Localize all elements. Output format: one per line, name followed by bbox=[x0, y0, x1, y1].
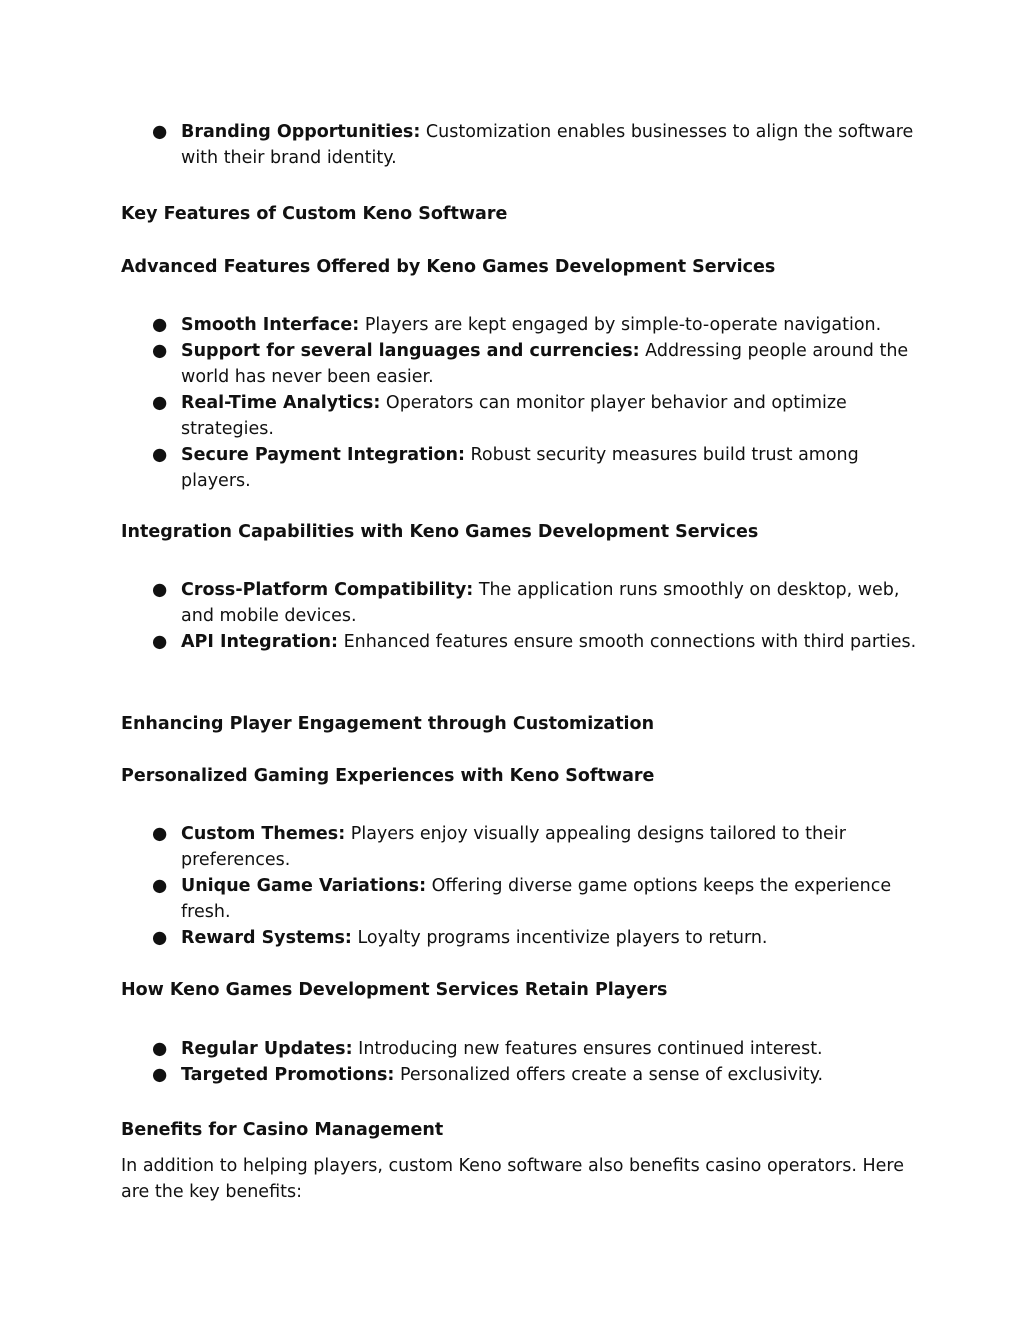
bullet-icon: ● bbox=[152, 393, 168, 413]
list-item-term: Real-Time Analytics: bbox=[181, 393, 381, 413]
body-paragraph: In addition to helping players, custom Keno software also benefits casino operators. Here are the key benefits: bbox=[121, 1156, 904, 1202]
list-item-term: Smooth Interface: bbox=[181, 315, 360, 335]
bullet-icon: ● bbox=[152, 122, 168, 142]
list-item-text: Introducing new features ensures continued interest. bbox=[352, 1039, 823, 1059]
bullet-list-personalized bbox=[121, 821, 921, 951]
bullet-icon: ● bbox=[152, 580, 168, 600]
section-heading-casino-management: Benefits for Casino Management bbox=[121, 1120, 444, 1140]
list-item bbox=[121, 1062, 921, 1088]
list-item bbox=[121, 821, 921, 873]
bullet-list-branding bbox=[121, 119, 921, 171]
list-item-text: Addressing people around the world has never been easier. bbox=[181, 341, 909, 387]
list-item-term: API Integration: bbox=[181, 632, 338, 652]
bullet-icon: ● bbox=[152, 1065, 168, 1085]
list-item-text: Players are kept engaged by simple-to-operate navigation. bbox=[359, 315, 882, 335]
list-item bbox=[121, 442, 921, 494]
list-item bbox=[121, 577, 921, 629]
list-item bbox=[121, 873, 921, 925]
list-item-text: Robust security measures build trust among players. bbox=[181, 445, 859, 491]
section-heading-player-engagement: Enhancing Player Engagement through Customization bbox=[121, 714, 655, 734]
list-item-term: Support for several languages and currencies: bbox=[181, 341, 640, 361]
list-item-text: Operators can monitor player behavior and optimize strategies. bbox=[181, 393, 847, 439]
list-item-term: Branding Opportunities: bbox=[181, 122, 421, 142]
list-item-text: Players enjoy visually appealing designs tailored to their preferences. bbox=[181, 824, 846, 870]
list-item-term: Regular Updates: bbox=[181, 1039, 353, 1059]
list-item-term: Unique Game Variations: bbox=[181, 876, 427, 896]
list-item-text: Offering diverse game options keeps the experience fresh. bbox=[181, 876, 892, 922]
list-item bbox=[121, 925, 921, 951]
bullet-list-advanced-features bbox=[121, 312, 921, 494]
list-item-text: Enhanced features ensure smooth connections with third parties. bbox=[338, 632, 917, 652]
section-heading-retain-players: How Keno Games Development Services Retain Players bbox=[121, 980, 668, 1000]
list-item-term: Targeted Promotions: bbox=[181, 1065, 395, 1085]
list-item bbox=[121, 312, 921, 338]
list-item bbox=[121, 338, 921, 390]
list-item bbox=[121, 629, 921, 655]
bullet-icon: ● bbox=[152, 341, 168, 361]
bullet-icon: ● bbox=[152, 824, 168, 844]
bullet-icon: ● bbox=[152, 876, 168, 896]
bullet-icon: ● bbox=[152, 632, 168, 652]
list-item-term: Reward Systems: bbox=[181, 928, 352, 948]
bullet-list-integration bbox=[121, 577, 921, 655]
bullet-list-retain bbox=[121, 1036, 921, 1088]
list-item bbox=[121, 119, 921, 171]
list-item-term: Custom Themes: bbox=[181, 824, 346, 844]
list-item-text: The application runs smoothly on desktop, web, and mobile devices. bbox=[181, 580, 900, 626]
list-item-term: Secure Payment Integration: bbox=[181, 445, 465, 465]
list-item-text: Customization enables businesses to align the software with their brand identity. bbox=[181, 122, 914, 168]
list-item bbox=[121, 1036, 921, 1062]
section-heading-personalized-gaming: Personalized Gaming Experiences with Keno Software bbox=[121, 766, 655, 786]
bullet-icon: ● bbox=[152, 1039, 168, 1059]
bullet-icon: ● bbox=[152, 445, 168, 465]
bullet-icon: ● bbox=[152, 928, 168, 948]
section-heading-integration: Integration Capabilities with Keno Games Development Services bbox=[121, 522, 759, 542]
section-heading-advanced-features: Advanced Features Offered by Keno Games Development Services bbox=[121, 257, 776, 277]
bullet-icon: ● bbox=[152, 315, 168, 335]
list-item-text: Loyalty programs incentivize players to return. bbox=[351, 928, 768, 948]
list-item bbox=[121, 390, 921, 442]
list-item-text: Personalized offers create a sense of exclusivity. bbox=[394, 1065, 824, 1085]
list-item-term: Cross-Platform Compatibility: bbox=[181, 580, 474, 600]
section-heading-key-features: Key Features of Custom Keno Software bbox=[121, 204, 508, 224]
